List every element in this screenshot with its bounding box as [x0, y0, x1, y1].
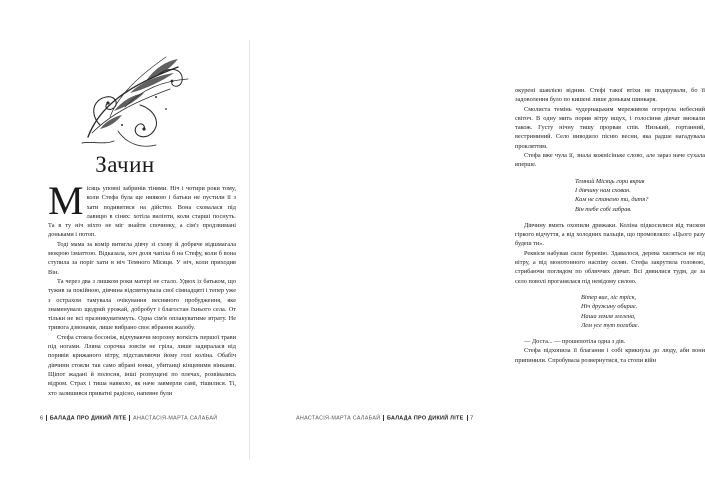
verse-line: Кам не станемо ти, дитя?: [575, 196, 649, 204]
verse-line: І дівчину нам схован.: [575, 186, 631, 194]
chapter-title: Зачин: [95, 152, 155, 177]
paragraph: Дівчину вмить охопили дрижаки. Коліна підкосилися від тиском гіркого відчуття, а від холодних пальців, що промовляло: «Цього разу будеш ти».: [515, 221, 705, 248]
left-page-text: [48, 178, 236, 398]
running-author: АНАСТАСІЯ-МАРТА САЛАБАЙ: [133, 415, 218, 422]
paragraph: Смолиста темінь чудернацьким мереживом огорнула небесний світоч. В одну мить порив вітру вщух, і голосіння дівчат виокали також. Густу нічну тишу прорвав спів. Низький, гортанний, вестриминий. Село виводило пісню весни, яка радше нагадувала прокляттям.: [515, 105, 705, 150]
verse-line: Вітер вие, ліс тріск,: [581, 293, 637, 301]
footer-divider: [383, 415, 384, 421]
left-page: [0, 0, 250, 500]
right-page-text: [515, 86, 705, 365]
paragraph: Та через два з лишком роки матері не стало. Удвох із батьком, що тужив за покійною, дівчина відсвяткувала свої сімнадцяті і тепер уже з острахом тамувала очікування весняного пробудження, яке знаменувало щедрий урожай, добробут і благостан їхнього села. От тільки не всі празникуватимуть. Одна сім'я оплакуватиме втрату. Не тривога дзвонами, лише вибрано своє вбрання жалобу.: [48, 277, 236, 332]
verse-line: Лем усе тут погибає.: [581, 321, 640, 329]
verse-line: Наша земля згелена,: [581, 312, 636, 320]
running-title: БАЛАДА ПРО ДИКИЙ ЛІТЕ: [49, 415, 127, 422]
right-page: [250, 0, 705, 500]
paragraph: Стефа підхопила її благання і собі крикнула до люду, аби вони припинили. Спробувала розвернутися, та стопи війн: [515, 347, 705, 364]
running-title: БАЛАДА ПРО ДИКИЙ ЛІТЕ: [387, 415, 464, 422]
paragraph: Тоді мама за комір витягла дівчу зі схову й добряче відшмагала мокрою ізматтою. Відказала, хоч доля чапіла б на Стефу, коли б вона ступила за поріг хати в ніч Темного Місяця. У ніч, коли приходив Він.: [48, 240, 236, 276]
left-footer: [40, 415, 217, 421]
paragraph: Стефа вже чула її, знала кожнісіньке слово, але зараз наче сухала вперше.: [515, 152, 705, 169]
song-verse: [581, 293, 667, 330]
running-author: АНАСТАСІЯ-МАРТА САЛАБАЙ: [296, 415, 381, 422]
page-number: 6: [40, 415, 44, 422]
right-footer: [296, 415, 473, 421]
paragraph: — Доста... — прошепотіла одна з дів.: [524, 338, 626, 346]
feather-swirl-ornament-icon: [70, 45, 200, 153]
paragraph: окурені шавлією віднин. Стефі такої втіхи не подарували, бо її задоволення було по кишені лише донькам шинкаря.: [515, 87, 705, 104]
verse-line: Він тебе собі забрав.: [575, 205, 632, 213]
footer-divider: [467, 415, 468, 421]
footer-divider: [129, 415, 130, 421]
verse-line: Ніч дружину обирає.: [581, 303, 638, 311]
paragraph: Реквієм набував сили буревію. Здавалося, дерева хиляться не від вітру, а від монотонного наспіву селян. Стефа закрутила головою, стрибаючи поглядом по обличчях дівчат. Всі дивилися тудм, де за село поволі проганялася під невідому силою.: [515, 249, 705, 285]
page-number: 7: [470, 415, 474, 422]
footer-divider: [46, 415, 47, 421]
paragraph: Місяць уповні забринів тінями. Ніч і чотири роки тому, коли Стефа була ще ниякою і батьки не пустили її з хати подивитися на дійство. Вона сховалася під лавицю в сінях: хотіла виліпти, коли старші поснуть. Та в ту ніч ніхто не міг знайти спочинку, а сім'з продзвимані доньками і потоп.: [48, 178, 236, 239]
drop-cap: М: [48, 178, 84, 223]
verse-line: Темний Місяць гори вкрив: [575, 177, 645, 185]
song-verse: [575, 177, 665, 214]
paragraph: Стефа стояла босоніж, відчуваючи морозну вогкість першої трави під ногами. Лляна сорочка зовсім не гріла, лише задиралася від поривів крижаного вітру, підставляючи йому голі коліна. Обабіч дівчини стояли так само вбрані юнки, убитанці кінцевими вінками. Щіпот жадані й полосня, інші розпущені по плечах, розвівались відром. Страх і тиша навколо, як наче завмерли самі, тішилися. Ті, хто залишився приватні радісно, напевне були: [48, 333, 236, 397]
